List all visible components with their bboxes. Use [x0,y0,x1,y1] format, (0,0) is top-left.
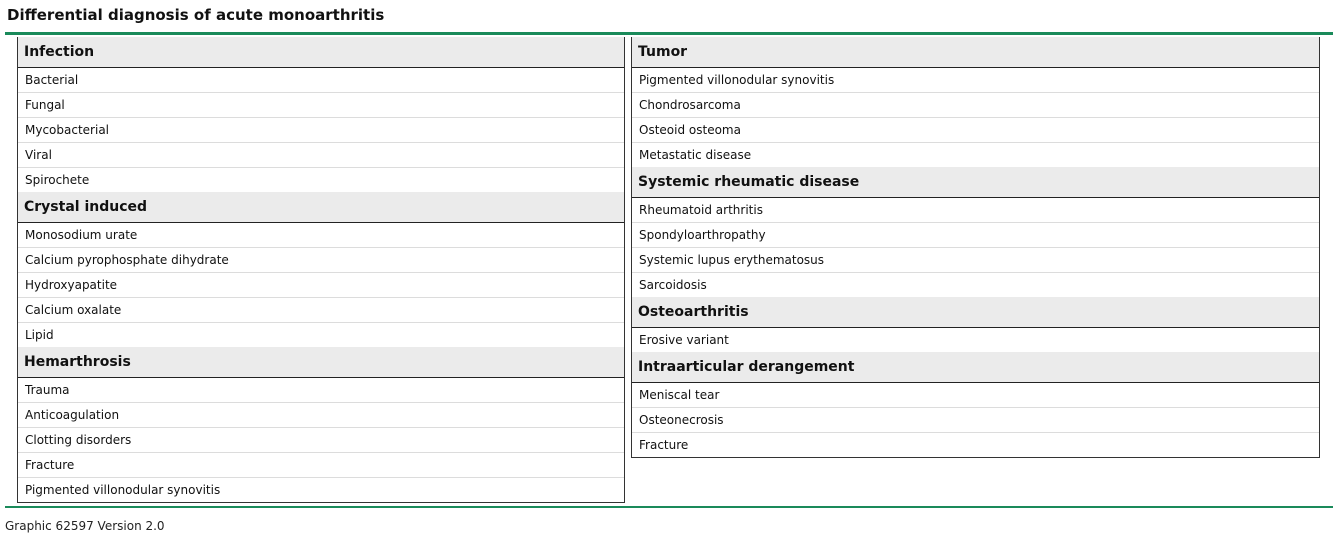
list-item: Systemic lupus erythematosus [632,248,1319,273]
list-item: Fungal [18,93,624,118]
section-list [632,328,1319,352]
list-item: Clotting disorders [18,428,624,453]
list-item: Sarcoidosis [639,278,707,292]
section-header: Intraarticular derangement [632,352,1319,383]
section-list [18,223,624,347]
right-column-table [631,37,1320,458]
list-item: Fracture [639,438,689,452]
section-header: Infection [18,37,624,68]
list-item: Lipid [25,328,54,342]
section-header: Hemarthrosis [18,347,624,378]
section-list [18,68,624,192]
list-item: Bacterial [18,68,624,93]
list-item: Fracture [18,453,624,478]
list-item: Calcium oxalate [18,298,624,323]
list-item: Chondrosarcoma [632,93,1319,118]
section-header: Crystal induced [18,192,624,223]
list-item: Rheumatoid arthritis [632,198,1319,223]
list-item: Osteoid osteoma [632,118,1319,143]
bottom-divider [5,506,1333,508]
list-item: Calcium pyrophosphate dihydrate [18,248,624,273]
list-item: Erosive variant [639,333,729,347]
list-item: Pigmented villonodular synovitis [25,483,221,497]
top-divider [5,32,1333,35]
list-item: Trauma [18,378,624,403]
section-list [632,383,1319,457]
section-list [18,378,624,502]
left-column-table [17,37,625,503]
list-item: Mycobacterial [18,118,624,143]
graphic-version-footer: Graphic 62597 Version 2.0 [5,519,165,533]
list-item: Osteonecrosis [632,408,1319,433]
page-title: Differential diagnosis of acute monoarthritis [7,6,385,24]
section-list [632,198,1319,297]
list-item: Meniscal tear [632,383,1319,408]
list-item: Viral [18,143,624,168]
section-list [632,68,1319,167]
section-header: Tumor [632,37,1319,68]
list-item: Monosodium urate [18,223,624,248]
list-item: Pigmented villonodular synovitis [632,68,1319,93]
list-item: Spirochete [25,173,90,187]
section-header: Osteoarthritis [632,297,1319,328]
list-item: Metastatic disease [639,148,752,162]
list-item: Anticoagulation [18,403,624,428]
list-item: Hydroxyapatite [18,273,624,298]
section-header: Systemic rheumatic disease [632,167,1319,198]
list-item: Spondyloarthropathy [632,223,1319,248]
